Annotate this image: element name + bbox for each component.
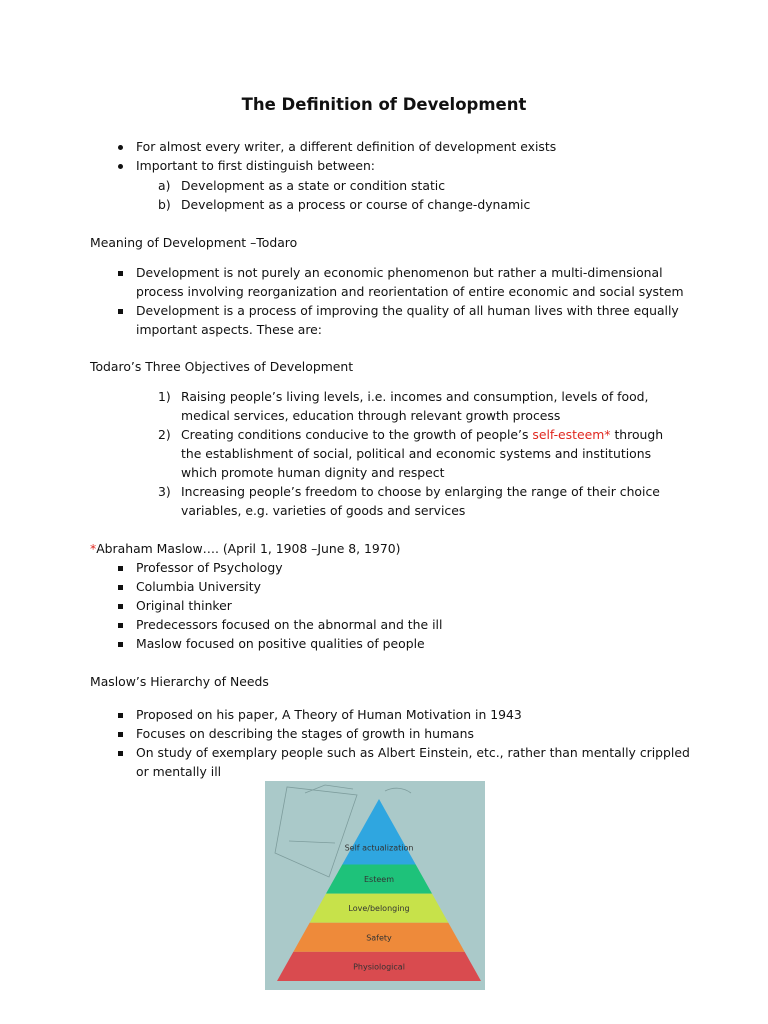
- objectives-heading: Todaro’s Three Objectives of Development: [90, 359, 354, 374]
- pyramid-level-label: Esteem: [364, 875, 394, 885]
- maslow-pyramid-image: [265, 781, 485, 990]
- bullet-icon: [118, 713, 123, 718]
- bullet-icon: [118, 623, 123, 628]
- bullet-icon: [118, 604, 123, 609]
- bullet-icon: [118, 309, 123, 314]
- document-page: The Definition of Development For almost every writer, a different definition of development exists Important to first distinguish between: a) Development as a state or condition static b) Development as a process or course of change-dynamic Meaning of Development –Todaro Development is not purely an economic phenomenon but rather a multi-dimensional process involving reorganization and reorientation of entire economic and social system Development is a process of improving the quality of all human lives with three equally important aspects. These are: Todaro’s Three Objectives of Development 1) Raising people’s living levels, i.e. incomes and consumption, levels of food, medical services, education through relevant growth process 2) Creating conditions conducive to the growth of people’s self-esteem* through the establishment of social, political and economic systems and institutions which promote human dignity and respect 3) Increasing people’s freedom to choose by enlarging the range of their choice variables, e.g. varieties of goods and services *Abraham Maslow…. (April 1, 1908 –June 8, 1970) Professor of Psychology Columbia University Original thinker Predecessors focused on the abnormal and the ill Maslow focused on positive qualities of people Maslow’s Hierarchy of Needs Proposed on his paper, A Theory of Human Motivation in 1943 Focuses on describing the stages of growth in humans On study of exemplary people such as Albert Einstein, etc., rather than mentally crippled or mentally ill Self actualization Esteem Love/belonging Safety Physiological: [0, 0, 768, 1024]
- bullet-icon: [118, 164, 123, 169]
- bullet-icon: [118, 271, 123, 276]
- hierarchy-heading: Maslow’s Hierarchy of Needs: [90, 674, 269, 689]
- footnote-star: *: [90, 541, 97, 556]
- bullet-icon: [118, 732, 123, 737]
- bullet-icon: [118, 566, 123, 571]
- page-title: The Definition of Development: [241, 95, 527, 114]
- self-esteem-highlight: self-esteem*: [532, 427, 611, 442]
- pyramid-level-label: Safety: [366, 933, 392, 943]
- bullet-icon: [118, 642, 123, 647]
- maslow-heading: *Abraham Maslow…. (April 1, 1908 –June 8, 1970): [90, 541, 401, 556]
- pyramid-level-label: Physiological: [353, 962, 405, 972]
- bullet-icon: [118, 585, 123, 590]
- pyramid-level-label: Self actualization: [344, 843, 414, 853]
- pyramid-level-label: Love/belonging: [348, 904, 410, 914]
- bullet-icon: [118, 751, 123, 756]
- pyramid-svg: [265, 781, 485, 990]
- bullet-icon: [118, 145, 123, 150]
- todaro-heading: Meaning of Development –Todaro: [90, 235, 298, 250]
